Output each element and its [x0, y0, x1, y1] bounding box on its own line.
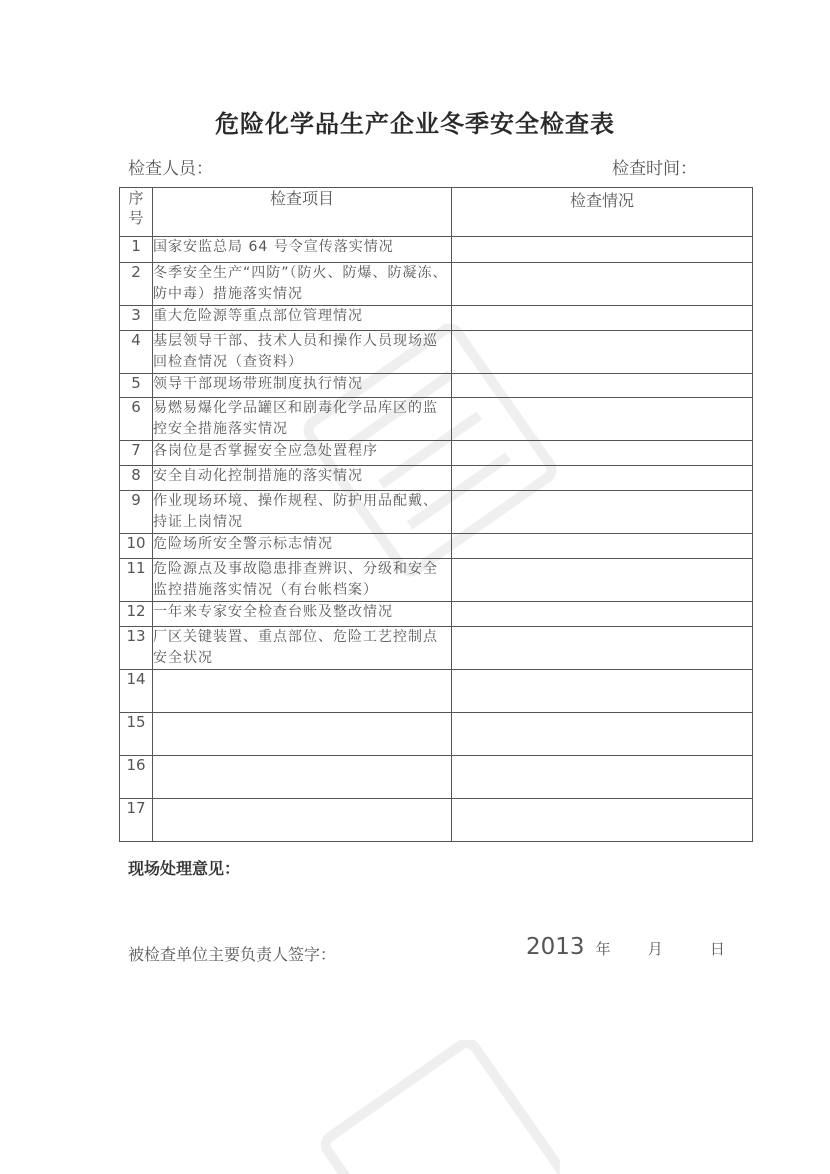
table-row [120, 374, 753, 398]
row-number: 13 [120, 627, 153, 670]
inspector-label: 检查人员： [128, 159, 213, 179]
row-check-status-cell[interactable] [452, 398, 753, 441]
header-no [120, 188, 153, 237]
table-row [120, 466, 753, 491]
row-check-item [153, 670, 452, 713]
inspection-table [119, 187, 753, 842]
signature-label: 被检查单位主要负责人签字： [128, 945, 337, 964]
row-check-item: 厂区关键装置、重点部位、危险工艺控制点安全状况 [153, 627, 452, 670]
row-check-item: 易燃易爆化学品罐区和剧毒化学品库区的监控安全措施落实情况 [153, 398, 452, 441]
table-row [120, 237, 753, 263]
header-no-line2: 号 [128, 209, 144, 227]
row-number: 15 [120, 713, 153, 756]
date-day-unit: 日 [709, 940, 725, 958]
row-number: 10 [120, 534, 153, 559]
row-check-status-cell[interactable] [452, 799, 753, 842]
row-number: 1 [120, 237, 153, 263]
row-check-item: 作业现场环境、操作规程、防护用品配戴、持证上岗情况 [153, 491, 452, 534]
row-check-status-cell[interactable] [452, 670, 753, 713]
row-number: 12 [120, 602, 153, 627]
row-check-item: 领导干部现场带班制度执行情况 [153, 374, 452, 398]
row-number: 11 [120, 559, 153, 602]
row-check-item [153, 713, 452, 756]
row-check-status-cell[interactable] [452, 263, 753, 306]
table-row [120, 799, 753, 842]
row-check-status-cell[interactable] [452, 331, 753, 374]
row-check-item: 危险源点及事故隐患排查辨识、分级和安全监控措施落实情况（有台帐档案） [153, 559, 452, 602]
page-title: 危险化学品生产企业冬季安全检查表 [215, 109, 615, 138]
table-row [120, 756, 753, 799]
row-number: 9 [120, 491, 153, 534]
row-check-status-cell[interactable] [452, 559, 753, 602]
row-check-status-cell[interactable] [452, 491, 753, 534]
table-row [120, 602, 753, 627]
row-check-item: 重大危险源等重点部位管理情况 [153, 306, 452, 331]
row-check-status-cell[interactable] [452, 466, 753, 491]
row-check-item: 安全自动化控制措施的落实情况 [153, 466, 452, 491]
row-check-status-cell[interactable] [452, 756, 753, 799]
row-check-status-cell[interactable] [452, 534, 753, 559]
row-check-item: 各岗位是否掌握安全应急处置程序 [153, 441, 452, 466]
row-check-status-cell[interactable] [452, 306, 753, 331]
onsite-opinion-label: 现场处理意见： [128, 859, 241, 878]
row-check-status-cell[interactable] [452, 713, 753, 756]
row-number: 16 [120, 756, 153, 799]
row-check-item: 危险场所安全警示标志情况 [153, 534, 452, 559]
row-number: 8 [120, 466, 153, 491]
row-number: 7 [120, 441, 153, 466]
row-check-status-cell[interactable] [452, 627, 753, 670]
header-item: 检查项目 [153, 188, 452, 237]
table-row [120, 491, 753, 534]
table-row [120, 263, 753, 306]
signature-date [526, 934, 725, 960]
table-row [120, 306, 753, 331]
watermark-logo-icon [300, 1040, 560, 1174]
table-row [120, 627, 753, 670]
row-check-item [153, 799, 452, 842]
table-row [120, 331, 753, 374]
row-check-status-cell[interactable] [452, 237, 753, 263]
table-row [120, 398, 753, 441]
row-check-item: 国家安监总局 64 号令宣传落实情况 [153, 237, 452, 263]
table-row [120, 670, 753, 713]
header-status: 检查情况 [452, 188, 753, 237]
row-check-status-cell[interactable] [452, 441, 753, 466]
row-check-item [153, 756, 452, 799]
row-number: 14 [120, 670, 153, 713]
date-month-unit: 月 [647, 940, 663, 958]
row-check-item: 一年来专家安全检查台账及整改情况 [153, 602, 452, 627]
row-number: 4 [120, 331, 153, 374]
row-check-status-cell[interactable] [452, 602, 753, 627]
table-header-row [120, 188, 753, 237]
row-number: 3 [120, 306, 153, 331]
row-number: 17 [120, 799, 153, 842]
row-check-item: 基层领导干部、技术人员和操作人员现场巡回检查情况（查资料） [153, 331, 452, 374]
row-check-status-cell[interactable] [452, 374, 753, 398]
row-check-item: 冬季安全生产“四防”（防火、防爆、防凝冻、防中毒）措施落实情况 [153, 263, 452, 306]
row-number: 6 [120, 398, 153, 441]
table-row [120, 559, 753, 602]
row-number: 2 [120, 263, 153, 306]
row-number: 5 [120, 374, 153, 398]
date-year: 2013 [526, 934, 585, 960]
table-row [120, 441, 753, 466]
table-row [120, 713, 753, 756]
table-body [120, 237, 753, 842]
header-no-line1: 序 [128, 189, 144, 207]
table-row [120, 534, 753, 559]
date-year-unit: 年 [595, 940, 611, 958]
inspection-time-label: 检查时间： [612, 159, 697, 179]
